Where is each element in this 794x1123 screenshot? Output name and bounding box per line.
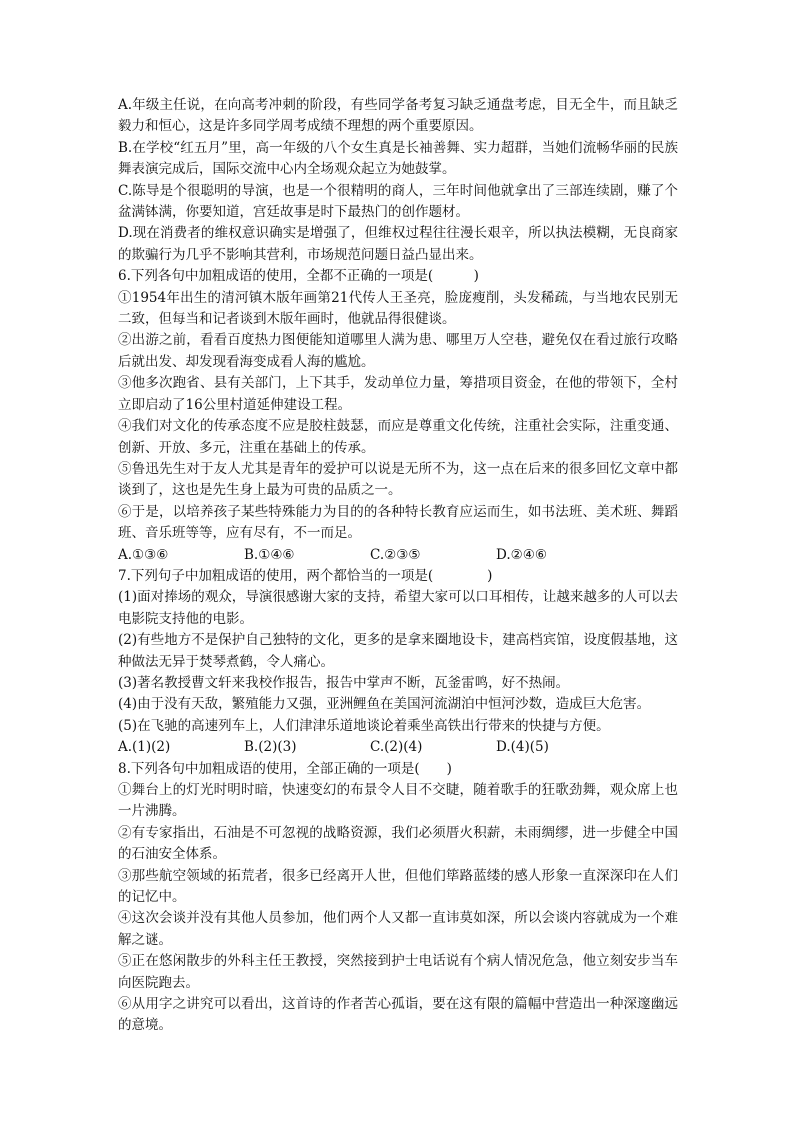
q8-item-4: ④这次会谈并没有其他人员参加，他们两个人又都一直讳莫如深，所以会谈内容就成为一个难解之谜。 — [118, 910, 678, 948]
q6-stem: 6.下列各句中加粗成语的使用，全都不正确的一项是( ) — [118, 268, 479, 285]
q8-stem: 8.下列各句中加粗成语的使用，全部正确的一项是( ) — [118, 760, 452, 777]
q7-option-a: A.(1)(2) — [118, 739, 171, 756]
q6-option-a: A.①③⑥ — [118, 546, 169, 563]
q6-option-c: C.②③⑤ — [370, 546, 421, 563]
q5-option-b: B.在学校“红五月”里，高一年级的八个女生真是长袖善舞、实力超群，当她们流畅华丽的民族舞表演完成后，国际交流中心内全场观众起立为她鼓掌。 — [118, 139, 678, 178]
q6-item-4: ④我们对文化的传承态度不应是胶柱鼓瑟，而应是尊重文化传统，注重社会实际，注重变通、创新、开放、多元，注重在基础上的传承。 — [118, 418, 678, 456]
q5-option-d: D.现在消费者的维权意识确实是增强了，但维权过程往往漫长艰辛，所以执法模糊，无良商家的欺骗行为几乎不影响其营利，市场规范问题日益凸显出来。 — [118, 225, 678, 263]
q7-item-1: (1)面对捧场的观众，导演很感谢大家的支持，希望大家可以口耳相传，让越来越多的人可以去电影院支持他的电影。 — [118, 589, 678, 627]
q7-item-4: (4)由于没有天敌，繁殖能力又强，亚洲鲤鱼在美国河流湖泊中恒河沙数，造成巨大危害。 — [118, 696, 651, 713]
q7-item-5: (5)在飞驰的高速列车上，人们津津乐道地谈论着乘坐高铁出行带来的快捷与方便。 — [118, 717, 610, 734]
q7-options — [118, 737, 678, 758]
q6-options — [118, 545, 678, 566]
q5-option-a: A.年级主任说，在向高考冲刺的阶段，有些同学备考复习缺乏通盘考虑，目无全牛，而且缺乏毅力和恒心，这是许多同学周考成绩不理想的两个重要原因。 — [118, 97, 678, 135]
q7-option-d: D.(4)(5) — [496, 739, 549, 756]
q7-stem: 7.下列句子中加粗成语的使用，两个都恰当的一项是( ) — [118, 567, 493, 584]
q6-item-6: ⑥于是，以培养孩子某些特殊能力为目的的各种特长教育应运而生，如书法班、美术班、舞蹈班、音乐班等等，应有尽有，不一而足。 — [118, 503, 678, 542]
q7-item-2: (2)有些地方不是保护自己独特的文化，更多的是拿来圈地设卡，建高档宾馆，设度假基地，这种做法无异于焚琴煮鹤，令人痛心。 — [118, 632, 678, 670]
q7-option-b: B.(2)(3) — [244, 739, 297, 756]
q8-item-6: ⑥从用字之讲究可以看出，这首诗的作者苦心孤诣，要在这有限的篇幅中营造出一种深邃幽远的意境。 — [118, 996, 678, 1034]
q6-option-b: B.①④⑥ — [244, 546, 295, 563]
q5-option-c: C.陈导是个很聪明的导演，也是一个很精明的商人，三年时间他就拿出了三部连续剧，赚了个盆满钵满，你要知道，宫廷故事是时下最热门的创作题材。 — [118, 182, 678, 221]
q7-item-3: (3)著名教授曹文轩来我校作报告，报告中掌声不断，瓦釜雷鸣，好不热闹。 — [118, 674, 570, 691]
q8-item-2: ②有专家指出，石油是不可忽视的战略资源，我们必须厝火积薪，未雨绸缪，进一步健全中国的石油安全体系。 — [118, 824, 678, 863]
q8-item-1: ①舞台上的灯光时明时暗，快速变幻的布景令人目不交睫，随着歌手的狂歌劲舞，观众席上也一片沸腾。 — [118, 782, 678, 820]
q6-item-3: ③他多次跑省、县有关部门，上下其手，发动单位力量，筹措项目资金，在他的带领下，全村立即启动了16公里村道延伸建设工程。 — [118, 375, 678, 413]
q8-item-5: ⑤正在悠闲散步的外科主任王教授，突然接到护士电话说有个病人情况危急，他立刻安步当车向医院跑去。 — [118, 953, 678, 991]
q8-item-3: ③那些航空领域的拓荒者，很多已经离开人世，但他们筚路蓝缕的感人形象一直深深印在人们的记忆中。 — [118, 867, 678, 906]
q6-item-2: ②出游之前，看看百度热力图便能知道哪里人满为患、哪里万人空巷，避免仅在看过旅行攻略后就出发、却发现看海变成看人海的尴尬。 — [118, 332, 678, 370]
q6-option-d: D.②④⑥ — [496, 546, 547, 563]
q6-item-5: ⑤鲁迅先生对于友人尤其是青年的爱护可以说是无所不为，这一点在后来的很多回忆文章中都谈到了，这也是先生身上最为可贵的品质之一。 — [118, 460, 678, 499]
q6-item-1: ①1954年出生的清河镇木版年画第21代传人王圣亮，脸庞瘦削，头发稀疏，与当地农民别无二致，但每当和记者谈到木版年画时，他就品得很健谈。 — [118, 289, 678, 328]
q7-option-c: C.(2)(4) — [370, 739, 423, 756]
document-body — [118, 95, 678, 1037]
